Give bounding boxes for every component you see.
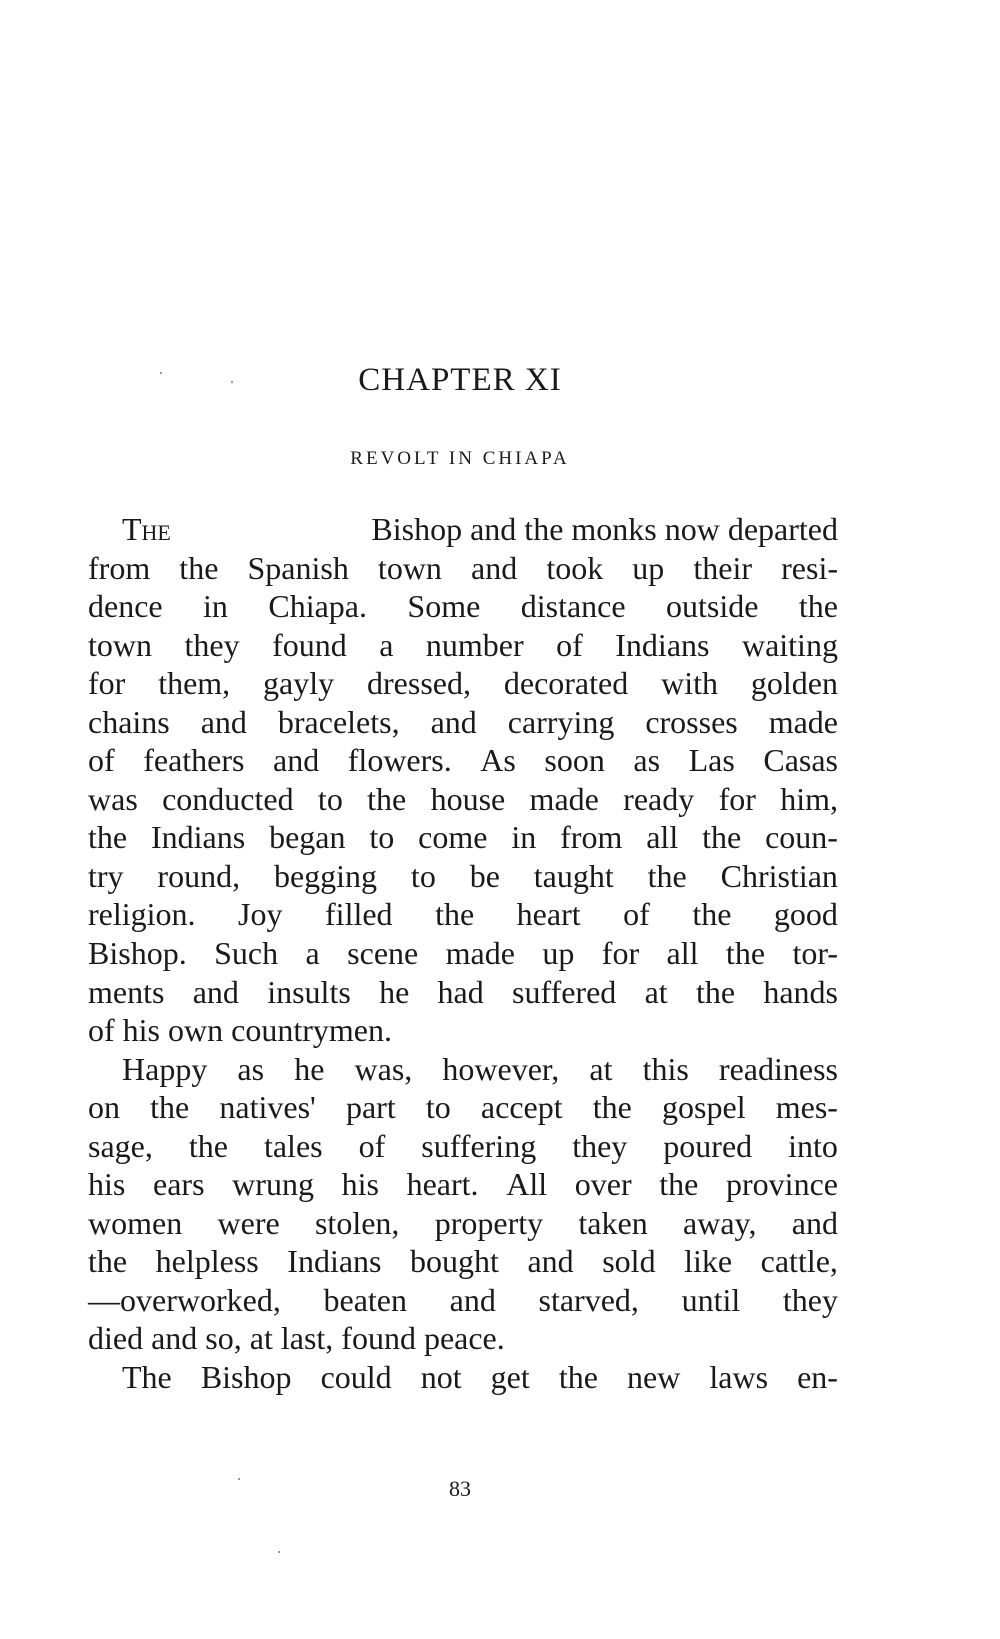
word: and (449, 1281, 496, 1318)
word: into (788, 1127, 838, 1164)
word: Indians (615, 626, 710, 663)
word: Indians (150, 819, 246, 856)
word: Joy (238, 896, 283, 933)
word: begging (273, 857, 378, 894)
word: the (592, 1089, 632, 1126)
word: and (471, 549, 518, 586)
text-line: died and so, at last, found peace. (88, 1320, 505, 1357)
word: with (661, 665, 718, 702)
word: As (480, 742, 516, 779)
word: scene (347, 935, 419, 972)
word: made (768, 703, 838, 740)
word: filled (325, 896, 393, 933)
word: they (782, 1281, 838, 1318)
word: Bishop. (88, 935, 187, 972)
word: new (626, 1359, 681, 1396)
word: accept (480, 1089, 563, 1126)
word: readiness (718, 1050, 838, 1087)
text-line (88, 587, 838, 626)
word: the (88, 819, 128, 856)
word: Bishop (200, 1359, 292, 1396)
word: he (379, 973, 410, 1010)
word: Spanish (247, 549, 349, 586)
word: taken (578, 1204, 648, 1241)
word: chains (88, 703, 170, 740)
word: town (377, 549, 442, 586)
text-line (88, 895, 838, 934)
word: had (437, 973, 484, 1010)
word: bracelets, (277, 703, 400, 740)
word: Such (214, 935, 279, 972)
word: gayly (263, 665, 335, 702)
text-line (88, 741, 838, 780)
word: took (546, 549, 604, 586)
word: made (529, 780, 599, 817)
word: his (88, 1166, 126, 1203)
word: the (435, 896, 475, 933)
word: insults (267, 973, 351, 1010)
text-line (88, 818, 838, 857)
word: suffered (512, 973, 617, 1010)
text-line (88, 934, 838, 973)
word: suffering (421, 1127, 537, 1164)
word: until (681, 1281, 741, 1318)
word: number (425, 626, 524, 663)
word: up (632, 549, 665, 586)
word: like (684, 1243, 733, 1280)
scan-speck (231, 381, 233, 383)
word: get (490, 1359, 530, 1396)
word: the (88, 1243, 128, 1280)
word: however, (442, 1050, 560, 1087)
word: away, (683, 1204, 757, 1241)
word: golden (750, 665, 838, 702)
word: soon (544, 742, 605, 779)
text-line (88, 549, 838, 588)
word: for (88, 665, 126, 702)
word: tales (263, 1127, 323, 1164)
word: at (589, 1050, 613, 1087)
word: them, (158, 665, 231, 702)
word: in (511, 819, 537, 856)
text-line (88, 626, 838, 665)
word: flowers. (347, 742, 452, 779)
word: province (726, 1166, 838, 1203)
word: and (430, 703, 477, 740)
word: they (184, 626, 240, 663)
word: from (560, 819, 623, 856)
word: good (773, 896, 838, 933)
word: and (791, 1204, 838, 1241)
word: come (418, 819, 488, 856)
word: wrung (232, 1166, 314, 1203)
text-line (88, 1050, 838, 1089)
word: Las (688, 742, 735, 779)
word: taught (533, 857, 614, 894)
word: sold (602, 1243, 656, 1280)
word: to (369, 819, 395, 856)
word: dence (88, 588, 163, 625)
text-line (88, 703, 838, 742)
word: Christian (720, 857, 838, 894)
word: and (273, 742, 320, 779)
word: for (601, 935, 640, 972)
word: a (379, 626, 394, 663)
word: helpless (155, 1243, 259, 1280)
word: him, (780, 780, 838, 817)
word: dressed, (367, 665, 471, 702)
text-line (88, 1204, 838, 1243)
word: and (527, 1243, 574, 1280)
word: he (294, 1050, 325, 1087)
text-line (88, 1165, 838, 1204)
chapter-body (88, 510, 838, 1397)
word: resi- (781, 549, 838, 586)
word: on (88, 1089, 120, 1126)
word: laws (709, 1359, 769, 1396)
text-line (88, 973, 838, 1012)
word: town (88, 626, 152, 663)
word: —overworked, (88, 1281, 281, 1318)
text-line (88, 664, 838, 703)
word: and (192, 973, 239, 1010)
word: crosses (645, 703, 738, 740)
word: decorated (503, 665, 629, 702)
word: ears (153, 1166, 205, 1203)
word: his (341, 1166, 379, 1203)
word: made (445, 935, 515, 972)
word: their (693, 549, 753, 586)
word: in (203, 588, 228, 625)
word: from (88, 549, 151, 586)
word: hands (763, 973, 838, 1010)
word: found (272, 626, 347, 663)
word: the (647, 857, 687, 894)
word: they (572, 1127, 628, 1164)
text-line (88, 1088, 838, 1127)
word: Chiapa. (268, 588, 367, 625)
word: women (88, 1204, 183, 1241)
word: gospel (662, 1089, 746, 1126)
word: at (644, 973, 668, 1010)
word: All (506, 1166, 548, 1203)
word: not (420, 1359, 462, 1396)
chapter-subtitle: REVOLT IN CHIAPA (350, 448, 570, 469)
text-line (88, 510, 838, 549)
word: of (623, 896, 650, 933)
word: heart. (406, 1166, 479, 1203)
word: poured (663, 1127, 753, 1164)
word: the (725, 935, 766, 972)
word: were (217, 1204, 280, 1241)
word: tor- (792, 935, 838, 972)
word: and (200, 703, 247, 740)
word: be (469, 857, 500, 894)
word: of (556, 626, 583, 663)
word: try (88, 857, 124, 894)
word: the (558, 1359, 598, 1396)
word: distance (520, 588, 626, 625)
word: mes- (775, 1089, 838, 1126)
word: carrying (507, 703, 615, 740)
word: natives' (219, 1089, 316, 1126)
scan-speck (278, 1551, 280, 1553)
text-line (88, 1242, 838, 1281)
word: the (692, 896, 732, 933)
word: Some (407, 588, 481, 625)
word: stolen, (314, 1204, 400, 1241)
word: feathers (143, 742, 245, 779)
word: The (122, 1359, 172, 1396)
scan-speck (238, 1478, 240, 1480)
word: a (305, 935, 320, 972)
text-line-rest: Bishop and the monks now departed (371, 511, 838, 547)
word: as (633, 742, 661, 779)
text-line (88, 1127, 838, 1166)
word: to (425, 1089, 451, 1126)
word: part (345, 1089, 396, 1126)
word: religion. (88, 896, 196, 933)
word: cattle, (760, 1243, 838, 1280)
word: to (410, 857, 436, 894)
word: began (269, 819, 346, 856)
text-line (88, 1358, 838, 1397)
word: the (659, 1166, 699, 1203)
word: the (695, 973, 736, 1010)
word: house (430, 780, 506, 817)
word: the (150, 1089, 190, 1126)
word: the (179, 549, 219, 586)
word: was (88, 780, 138, 817)
word: to (317, 780, 343, 817)
word: property (434, 1204, 544, 1241)
word: was, (354, 1050, 413, 1087)
word: the (188, 1127, 228, 1164)
scan-speck (160, 372, 162, 374)
word: of (358, 1127, 386, 1164)
opening-word: The (122, 511, 171, 547)
word: for (718, 780, 756, 817)
word: the (798, 588, 838, 625)
word: heart (516, 896, 581, 933)
word: waiting (741, 626, 838, 663)
word: the (702, 819, 742, 856)
text-line (88, 780, 838, 819)
word: the (367, 780, 407, 817)
word: beaten (323, 1281, 407, 1318)
page-number: 83 (449, 1476, 471, 1501)
word: as (237, 1050, 265, 1087)
word: bought (410, 1243, 499, 1280)
word: could (320, 1359, 392, 1396)
word: Happy (122, 1050, 208, 1087)
word: sage, (88, 1127, 153, 1164)
text-line (88, 1281, 838, 1320)
word: ready (623, 780, 695, 817)
word: round, (157, 857, 241, 894)
word: Indians (287, 1243, 382, 1280)
word: of (88, 742, 115, 779)
word: outside (665, 588, 759, 625)
word: over (574, 1166, 632, 1203)
text-line (88, 857, 838, 896)
word: up (542, 935, 575, 972)
word: ments (88, 973, 165, 1010)
word: en- (797, 1359, 838, 1396)
text-line: of his own countrymen. (88, 1012, 392, 1049)
chapter-title: CHAPTER XI (358, 362, 562, 398)
word: starved, (538, 1281, 639, 1318)
word: coun- (765, 819, 838, 856)
word: all (666, 935, 699, 972)
word: conducted (162, 780, 294, 817)
word: all (646, 819, 679, 856)
word: this (642, 1050, 689, 1087)
word: Casas (763, 742, 838, 779)
